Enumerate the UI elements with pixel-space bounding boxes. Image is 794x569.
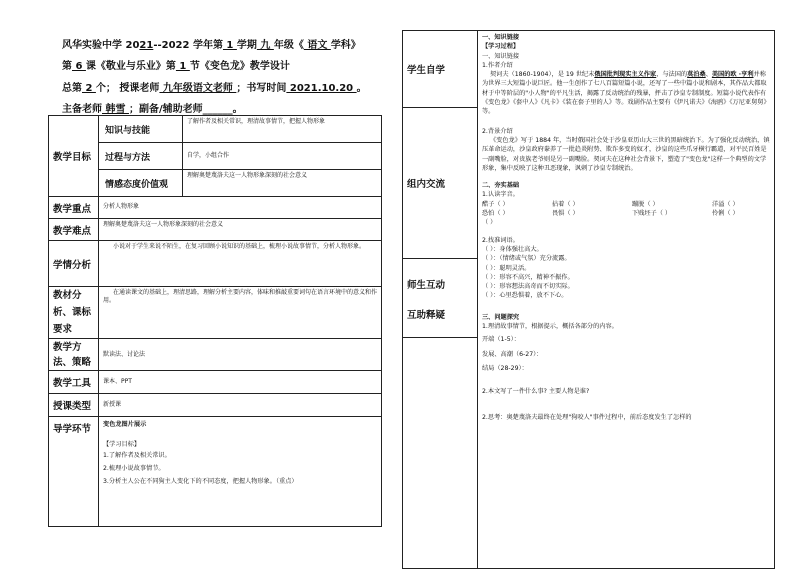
header-line4-end: 。 xyxy=(232,104,243,115)
header-grade-label: 年级《 xyxy=(273,40,304,51)
method-label: 教学方法、策略 xyxy=(49,339,99,371)
s2-w5: （ ）：形容想法高奇而不切实际。 xyxy=(482,283,574,291)
s1-p1-e: 、 xyxy=(705,71,712,79)
s3-q1c: 结局（28-29）： xyxy=(482,364,528,372)
s1-sub: 【学习过程】 xyxy=(482,43,520,51)
s3-q1b: 发展、高潮（6-27）： xyxy=(482,350,543,358)
guide-goal-1: 1.了解作者及相关常识。 xyxy=(103,451,171,459)
s1-p1-c: ，与法国的 xyxy=(656,71,688,79)
lesson-type: 新授课 xyxy=(99,394,382,417)
material: 在通读课文的基础上，理清思路，理解分析主要内容，体味和推敲重要词句在语言环境中的意义和作用。 xyxy=(99,287,382,339)
goal-emotion: 理解奥楚蔑洛夫这一人物形象深刻的社会意义 xyxy=(183,170,382,197)
header-yearspan: --2022 学年第 xyxy=(153,40,223,51)
key-point: 分析人物形象 xyxy=(99,197,382,219)
s1-p1-g: 并称为世界三大短篇小说巨匠。他一生创作了七八百篇短篇小说， xyxy=(482,71,766,88)
analysis: 小说对于学生来说不陌生，在复习回顾小说知识的基础上，梳理小说故事情节，分析人物形象。 xyxy=(99,241,382,287)
header-unit: 6 xyxy=(72,61,86,72)
s1-item2: 2.背景介绍 xyxy=(482,127,513,135)
s3-head: 三、问题探究 xyxy=(482,313,520,321)
header-unit-prefix: 第 xyxy=(62,61,72,72)
label-explain: 互助释疑 xyxy=(407,310,446,321)
label-self-study: 学生自学 xyxy=(403,31,478,108)
goal-label: 教学目标 xyxy=(49,116,99,197)
header-date-label: ；书写时间 xyxy=(236,83,287,94)
s2-word-c: 蹦脱（ ） xyxy=(632,200,659,208)
header-section: 1 xyxy=(175,61,190,72)
left-lesson-table xyxy=(48,115,382,527)
header-date-end: 。 xyxy=(356,83,367,94)
s1-p1-h: 还写了一些中篇小说和剧本，其作品大都取材于中等阶层的"小人物"的平凡生活，揭露了反动统治的残暴，抨击了沙皇专制制度。短篇小说代表作有《变色龙》《套中人》《凡卡》《装在套子里的人》等。戏剧作品主要有《伊凡诺夫》《海鸥》《万尼亚舅舅》等。 xyxy=(482,80,770,116)
header-teacher-label: 个； 授课老师 xyxy=(95,83,160,94)
guide-goal-head: 【学习目标】 xyxy=(103,440,141,448)
s2-w2: （ ）：（情绪或气氛）充分流露。 xyxy=(482,255,571,263)
goal-emotion-label: 情感态度价值观 xyxy=(99,170,183,197)
header-design-title: 节《变色龙》教学设计 xyxy=(189,61,290,72)
s2-word-i: （ ） xyxy=(482,219,497,227)
difficulty-label: 教学难点 xyxy=(49,219,99,241)
s2-word-b: 拈着（ ） xyxy=(552,200,579,208)
guide-cell xyxy=(99,417,382,527)
header-term-label: 学期 xyxy=(236,40,257,51)
guide-goal-3: 3.分析主人公在不同狗主人变化下的不同态度，把握人物形象。（重点） xyxy=(103,478,298,486)
goal-knowledge: 了解作者及相关常识，理清故事情节，把握人物形象 xyxy=(183,116,382,143)
s1-item1: 1.作者介绍 xyxy=(482,61,513,69)
header-total-prefix: 总第 xyxy=(62,83,82,94)
header-line2 xyxy=(62,57,290,72)
s3-q1: 1.理清故事情节，根据提示，概括各部分的内容。 xyxy=(482,323,618,331)
s3-q1a: 开端（1-5）： xyxy=(482,336,520,344)
header-subject-label: 学科》 xyxy=(330,40,361,51)
header-school: 风华实验中学 20 xyxy=(62,40,140,51)
label-interaction-cell xyxy=(403,259,478,338)
s2-word-a: 醋子（ ） xyxy=(482,200,509,208)
s1-p1-f: 美国的欧 ·亨利 xyxy=(711,71,754,79)
s1-background-para: 《变色龙》写于 1884 年，当时俄国社会处于沙皇亚历山大三世的黑暗统治下。为了强化反动统治，镇压革命运动，沙皇政府豢养了一批趋炎附势、欺诈多变的奴才，沙皇的这些爪牙横行霸道，对平民百姓是一副嘴脸，对贵族老爷则是另一副嘴脸。契诃夫在这种社会背景下，塑造了"变色龙"这样一个典型的文学形象，集中反映了这种丑恶现象，讽刺了沙皇专制统治。 xyxy=(482,136,770,172)
s2-w4: （ ）：形容不高兴，精神不振作。 xyxy=(482,273,574,281)
header-line4 xyxy=(62,100,243,115)
right-content-cell xyxy=(478,31,775,569)
analysis-label: 学情分析 xyxy=(49,241,99,287)
s2-word-f: 畏惧（ ） xyxy=(552,210,579,218)
s2-w6: （ ）：心里恐惧着，放不下心。 xyxy=(482,292,568,300)
s2-word-e: 恐怕（ ） xyxy=(482,210,509,218)
header-line1 xyxy=(62,36,361,51)
header-line3 xyxy=(62,79,367,94)
s1-title: 一、知识链接 xyxy=(482,52,520,60)
tools: 课本、PPT xyxy=(99,371,382,394)
label-interaction: 师生互动 xyxy=(407,280,446,291)
s2-w1: （ ）：身体强壮高大。 xyxy=(482,245,543,253)
key-label: 教学重点 xyxy=(49,197,99,219)
guide-title: 变色龙图片展示 xyxy=(103,421,147,429)
header-date: 2021.10.20 xyxy=(286,83,357,94)
header-main-label: 主备老师 xyxy=(62,104,102,115)
header-year: 21 xyxy=(139,40,154,51)
s1-author-para xyxy=(482,70,770,116)
header-grade: 九 xyxy=(256,40,274,51)
s1-p1-d: 莫泊桑 xyxy=(687,71,706,79)
header-teacher: 九年级语文老师 xyxy=(159,83,237,94)
s3-q3: 2.思考：奥楚蔑洛夫最终在处理"狗咬人"事件过程中，前后态度发生了怎样的 xyxy=(482,413,692,421)
header-total: 2 xyxy=(82,83,96,94)
label-empty xyxy=(403,338,478,569)
s3-q2: 2.本文写了一件什么事? 主要人物是谁? xyxy=(482,388,590,396)
s2-word-h: 伶俐（ ） xyxy=(712,210,739,218)
s2-word-d: 洋溢（ ） xyxy=(712,200,739,208)
goal-knowledge-label: 知识与技能 xyxy=(99,116,183,143)
s1-p1-b: 俄国批判现实主义作家 xyxy=(594,71,657,79)
header-subject: 语文 xyxy=(303,40,331,51)
goal-process-label: 过程与方法 xyxy=(99,143,183,170)
s2-words-row2 xyxy=(482,209,770,218)
s2-item1: 1.认读字音。 xyxy=(482,191,519,199)
tools-label: 教学工具 xyxy=(49,371,99,394)
type-label: 授课类型 xyxy=(49,394,99,417)
header-term: 1 xyxy=(222,40,237,51)
header-main-teacher: 韩雪 xyxy=(102,104,129,115)
right-process-table xyxy=(402,30,775,569)
s2-words-row1 xyxy=(482,200,770,209)
s2-head: 二、夯实基础 xyxy=(482,182,520,190)
s1-head: 一、知识链接 xyxy=(482,34,520,41)
s2-word-g: 下贱坯子（ ） xyxy=(632,210,672,218)
s2-w3: （ ）：聪明灵活。 xyxy=(482,264,531,272)
method: 默读法、讨论法 xyxy=(99,339,382,371)
difficulty: 理解奥楚蔑洛夫这一人物形象深刻的社会意义 xyxy=(99,219,382,241)
guide-label: 导学环节 xyxy=(49,417,99,527)
goal-process: 自学，小组合作 xyxy=(183,143,382,170)
label-group-exchange: 组内交流 xyxy=(403,108,478,259)
header-aux-teacher: ______ xyxy=(202,104,233,115)
header-lesson-title: 课《敬业与乐业》第 xyxy=(85,61,176,72)
header-aux-label: ；副备/辅助老师 xyxy=(128,104,203,115)
guide-goal-2: 2.梳理小说故事情节。 xyxy=(103,465,165,473)
s1-p1-a: 契诃夫（1860-1904），是 19 世纪末 xyxy=(490,71,595,79)
s2-item2: 2.找准词语。 xyxy=(482,236,519,244)
material-label: 教材分析、课标要求 xyxy=(49,287,99,339)
